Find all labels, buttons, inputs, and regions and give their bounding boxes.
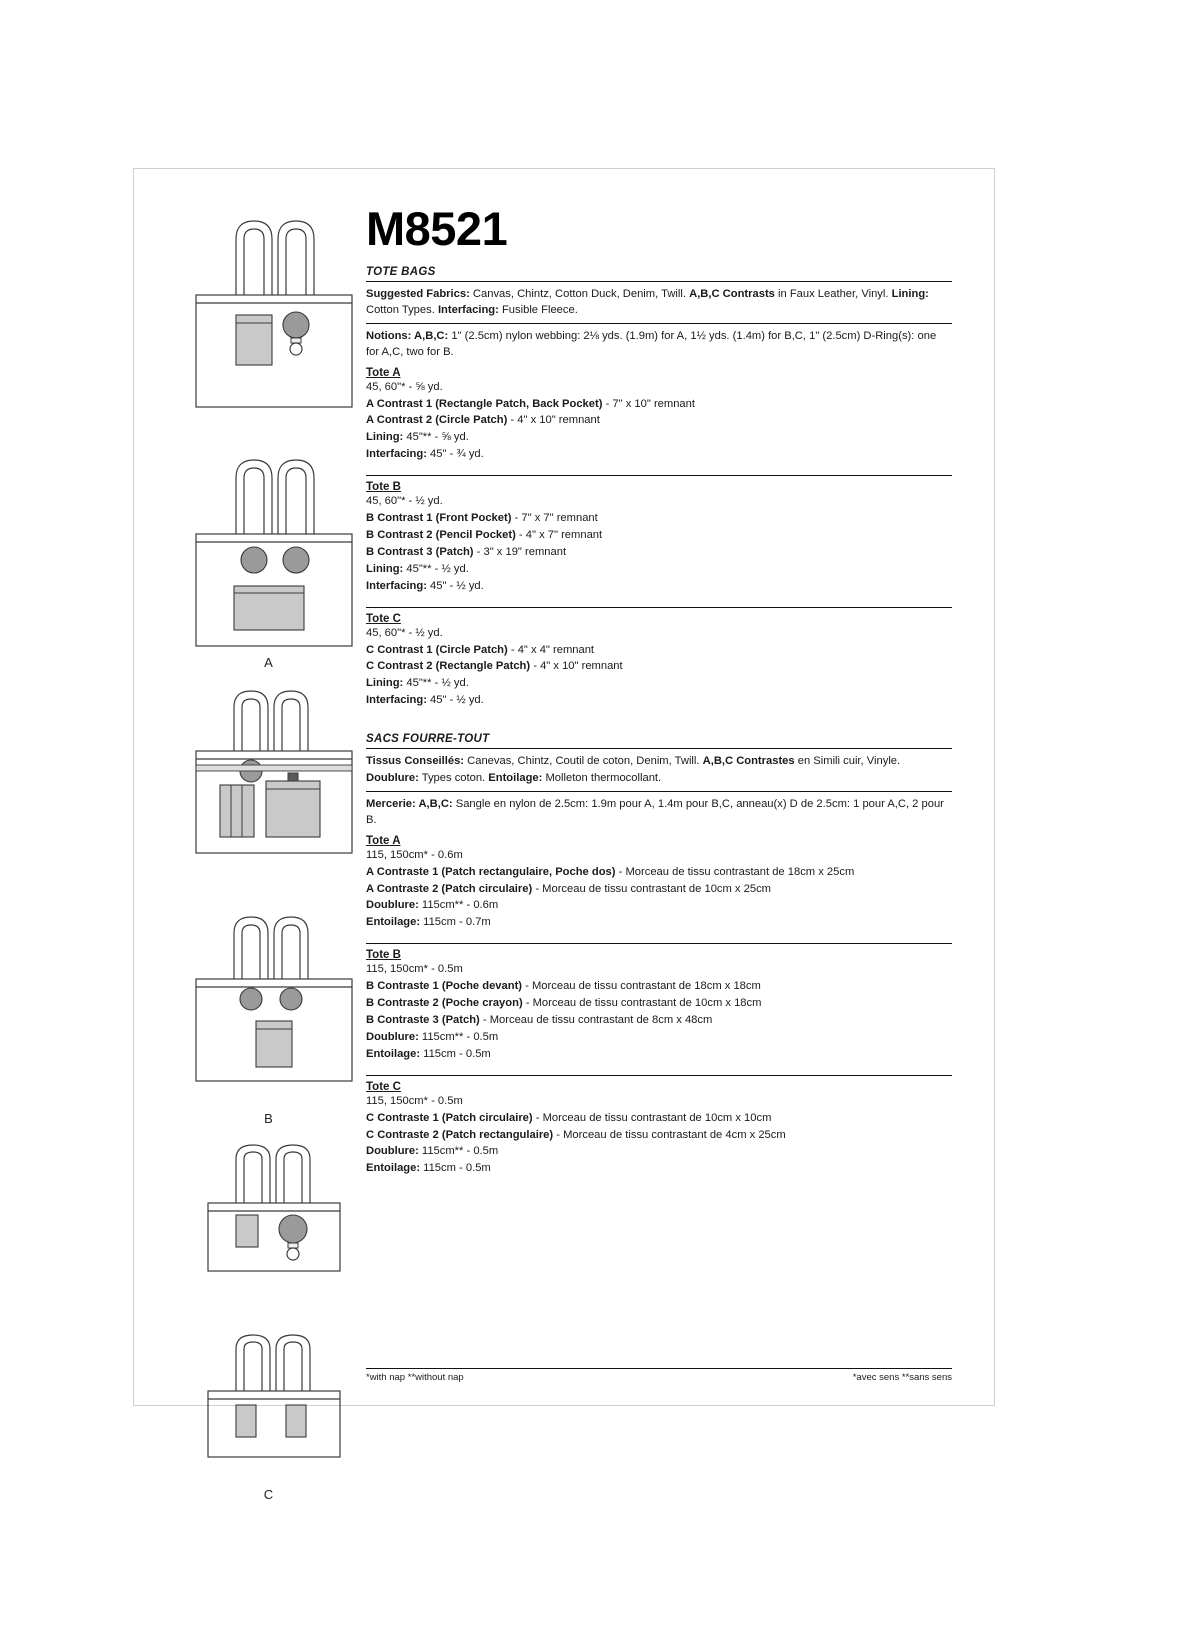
notions-label: Mercerie: A,B,C: xyxy=(366,797,453,810)
tote-line-text: 115cm - 0.5m xyxy=(420,1047,491,1060)
tote-line-label: Doublure: xyxy=(366,899,419,912)
tote-line-text: - 4" x 10" remnant xyxy=(530,660,623,673)
tote-line-label: Interfacing: xyxy=(366,694,427,707)
notions-text: 1" (2.5cm) nylon webbing: 2⅛ yds. (1.9m) for A, 1½ yds. (1.4m) for B,C, 1" (2.5cm) D-Ring(s): one for A,C, two for B. xyxy=(366,329,937,358)
divider xyxy=(366,607,952,608)
tote-line-label: Lining: xyxy=(366,677,404,690)
illustration-caption xyxy=(174,416,364,432)
illustration-caption: C xyxy=(263,1487,275,1502)
tote-line-label: C Contraste 1 (Patch circulaire) xyxy=(366,1111,533,1124)
tote-line-text: - Morceau de tissu contrastant de 4cm x 25cm xyxy=(553,1128,786,1141)
pattern-envelope-page xyxy=(133,168,995,1502)
tote-line-label: Interfacing: xyxy=(366,579,427,592)
english-tote-a xyxy=(366,367,952,464)
tote-line: 115, 150cm* - 0.5m xyxy=(366,1094,463,1107)
lining-label: Lining: xyxy=(891,288,929,300)
notions-label: Notions: A,B,C: xyxy=(366,329,449,342)
tote-heading: Tote A xyxy=(366,834,401,847)
tote-line-label: B Contrast 2 (Pencil Pocket) xyxy=(366,528,516,541)
tote-line-text: 115cm** - 0.5m xyxy=(418,1145,499,1158)
tote-line-text: - Morceau de tissu contrastant de 18cm x 18cm xyxy=(522,980,761,993)
tote-line: 45, 60"* - ½ yd. xyxy=(366,626,443,639)
interfacing-label: Entoilage: xyxy=(488,772,543,785)
tote-line-label: B Contraste 3 (Patch) xyxy=(366,1014,480,1026)
illustration-tote-c-back xyxy=(174,1325,364,1503)
tote-line-label: Entoilage: xyxy=(366,916,421,929)
tote-line-text: - 7" x 7" remnant xyxy=(511,512,598,525)
divider xyxy=(366,475,952,476)
tote-line-text: 115cm - 0.7m xyxy=(420,916,491,929)
fabrics-contrast-label: A,B,C Contrastes xyxy=(702,755,795,768)
tote-line-label: C Contrast 2 (Rectangle Patch) xyxy=(366,660,531,673)
tote-line: 115, 150cm* - 0.5m xyxy=(366,963,463,976)
tote-line-label: Lining: xyxy=(366,562,404,575)
tote-line-text: - 4" x 7" remnant xyxy=(515,528,603,541)
tote-line-text: - 4" x 4" remnant xyxy=(507,643,595,656)
english-tote-c xyxy=(366,613,952,710)
footer-note-english: *with nap **without nap xyxy=(366,1372,464,1383)
illustration-tote-b-back xyxy=(174,901,364,1127)
tote-line-label: B Contrast 1 (Front Pocket) xyxy=(366,512,512,525)
interfacing-label: Interfacing: xyxy=(437,303,499,316)
tote-line-text: - Morceau de tissu contrastant de 10cm x 25cm xyxy=(532,882,771,895)
text-column xyxy=(366,202,952,1178)
tote-line-label: B Contrast 3 (Patch) xyxy=(366,545,474,558)
tote-line-text: - Morceau de tissu contrastant de 10cm x 18cm xyxy=(522,997,762,1010)
tote-line-label: Entoilage: xyxy=(366,1047,421,1060)
tote-line: 45, 60"* - ⅝ yd. xyxy=(366,380,443,393)
tote-line-text: 45"** - ⅝ yd. xyxy=(403,431,469,444)
fabrics-text: Canvas, Chintz, Cotton Duck, Denim, Twill. xyxy=(469,288,690,300)
footer-note-french: *avec sens **sans sens xyxy=(852,1372,952,1383)
illustration-tote-c-front xyxy=(174,1133,364,1319)
interfacing-text: Fusible Fleece. xyxy=(498,303,578,316)
tote-line-text: - 7" x 10" remnant xyxy=(602,397,695,410)
tote-line-label: A Contrast 2 (Circle Patch) xyxy=(366,414,508,427)
fabrics-label: Tissus Conseillés: xyxy=(366,755,465,768)
tote-line-text: 115cm** - 0.6m xyxy=(418,899,499,912)
french-tote-a xyxy=(366,835,952,932)
illustration-column xyxy=(174,199,364,1509)
illustration-tote-a-front xyxy=(174,199,364,432)
illustration-tote-b-front xyxy=(174,677,364,895)
fabrics-contrast-text: en Simili cuir, Vinyle. xyxy=(794,755,901,768)
fabrics-label: Suggested Fabrics: xyxy=(366,288,470,300)
lining-text: Cotton Types. xyxy=(366,303,438,316)
tote-heading: Tote B xyxy=(366,481,401,494)
tote-line-label: A Contraste 2 (Patch circulaire) xyxy=(366,882,533,895)
tote-line-text: 115cm** - 0.5m xyxy=(418,1030,499,1043)
french-fabrics-block xyxy=(366,754,952,787)
tote-line-text: 45" - ½ yd. xyxy=(426,579,484,592)
tote-line: 115, 150cm* - 0.6m xyxy=(366,848,463,861)
tote-heading: Tote A xyxy=(366,366,401,379)
english-tote-b xyxy=(366,481,952,594)
tote-line-text: 45"** - ½ yd. xyxy=(403,677,469,690)
divider xyxy=(366,791,952,792)
tote-line-label: Lining: xyxy=(366,431,404,444)
illustration-caption: B xyxy=(264,1111,274,1126)
tote-line: 45, 60"* - ½ yd. xyxy=(366,495,443,508)
tote-line-label: Interfacing: xyxy=(366,448,427,461)
divider xyxy=(366,323,952,324)
illustration-caption: A xyxy=(264,655,274,670)
tote-line-label: A Contrast 1 (Rectangle Patch, Back Pocket) xyxy=(366,397,603,410)
interfacing-text: Molleton thermocollant. xyxy=(542,772,662,785)
divider xyxy=(366,281,952,282)
tote-heading: Tote C xyxy=(366,612,401,625)
tote-line-text: 45" - ¾ yd. xyxy=(426,448,484,461)
tote-line-text: - Morceau de tissu contrastant de 10cm x 10cm xyxy=(532,1111,772,1124)
tote-heading: Tote C xyxy=(366,1080,401,1093)
english-notions-block xyxy=(366,329,952,361)
fabrics-contrast-label: A,B,C Contrasts xyxy=(689,288,775,300)
french-tote-c xyxy=(366,1081,952,1178)
pattern-number: M8521 xyxy=(366,202,508,255)
lining-text: Types coton. xyxy=(418,772,489,785)
tote-line-label: A Contraste 1 (Patch rectangulaire, Poche dos) xyxy=(366,865,616,878)
tote-line-text: - 3" x 19" remnant xyxy=(473,545,567,558)
lining-label: Doublure: xyxy=(366,772,419,785)
fabrics-contrast-text: in Faux Leather, Vinyl. xyxy=(774,288,892,300)
tote-line-text: - 4" x 10" remnant xyxy=(507,414,600,427)
tote-line-label: B Contraste 2 (Poche crayon) xyxy=(366,997,523,1010)
tote-line-text: 115cm - 0.5m xyxy=(420,1162,491,1175)
french-notions-block xyxy=(366,797,952,829)
illustration-caption xyxy=(174,1303,364,1319)
tote-line-text: 45"** - ½ yd. xyxy=(403,562,469,575)
notions-text: Sangle en nylon de 2.5cm: 1.9m pour A, 1.4m pour B,C, anneau(x) D de 2.5cm: 1 pour A,C, 2 pour B. xyxy=(366,797,944,826)
tote-line-text: - Morceau de tissu contrastant de 18cm x 25cm xyxy=(615,865,855,878)
tote-heading: Tote B xyxy=(366,949,401,962)
fabrics-text: Canevas, Chintz, Coutil de coton, Denim, Twill. xyxy=(464,755,703,768)
tote-line-label: Doublure: xyxy=(366,1145,419,1158)
divider xyxy=(366,943,952,944)
footer-nap-notes xyxy=(366,1368,952,1383)
divider xyxy=(366,1075,952,1076)
section-title-english: TOTE BAGS xyxy=(366,266,436,278)
tote-line-text: 45" - ½ yd. xyxy=(426,694,484,707)
tote-line-label: Doublure: xyxy=(366,1030,419,1043)
tote-line-label: C Contraste 2 (Patch rectangulaire) xyxy=(366,1128,554,1141)
illustration-caption xyxy=(174,879,364,895)
tote-line-label: C Contrast 1 (Circle Patch) xyxy=(366,643,508,656)
section-title-french: SACS FOURRE-TOUT xyxy=(366,733,490,746)
tote-line-label: B Contraste 1 (Poche devant) xyxy=(366,980,523,993)
tote-line-label: Entoilage: xyxy=(366,1162,421,1175)
illustration-tote-a-back xyxy=(174,438,364,671)
divider xyxy=(366,748,952,749)
french-tote-b xyxy=(366,949,952,1062)
tote-line-text: - Morceau de tissu contrastant de 8cm x 48cm xyxy=(479,1014,713,1026)
english-fabrics-block xyxy=(366,287,952,319)
